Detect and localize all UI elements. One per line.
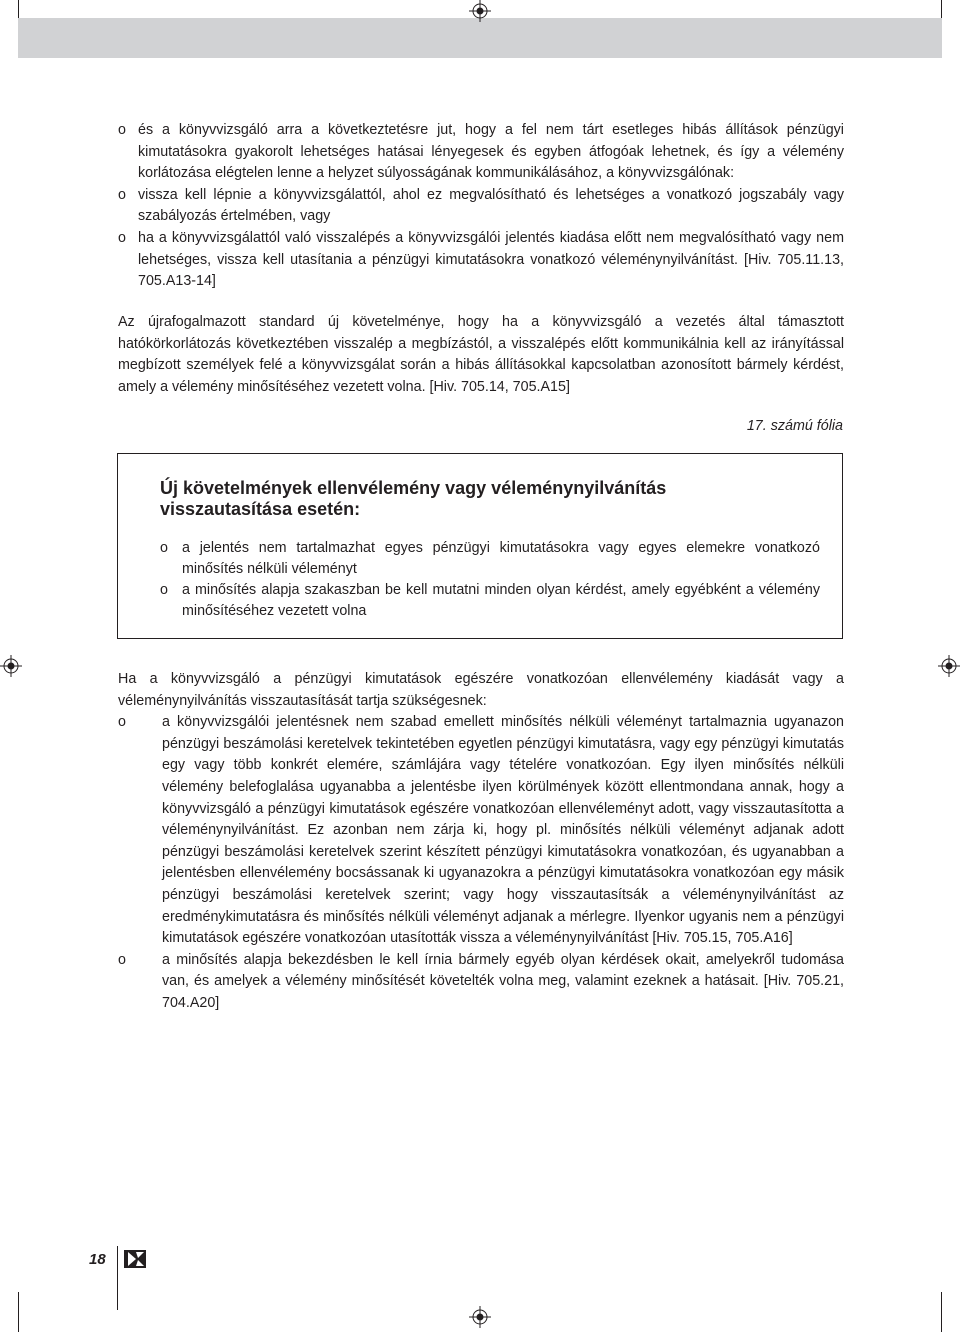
intro-paragraph: Ha a könyvvizsgáló a pénzügyi kimutatások egészére vonatkozóan ellenvélemény kiadását vagy a véleménynyilvánítás visszautasítását tartja szükségesnek:: [118, 671, 844, 709]
box-title: [160, 478, 780, 520]
crop-mark: [941, 1292, 942, 1332]
list-item: o a minősítés alapja bekezdésben le kell írnia bármely egyéb olyan kérdések okait, amelyekről tudomása van, és amelyek a vélemény minősítését követelték volna meg, valamint ezeknek a hatásait. [Hiv. 705.21, 704.A20]: [118, 950, 844, 1015]
publisher-logo-icon: [124, 1250, 146, 1268]
list-item: o vissza kell lépnie a könyvvizsgálattól, ahol ez megvalósítható és lehetséges a vonatkozó jogszabály vagy szabályozás értelmében, vagy: [118, 185, 844, 228]
footer-divider: [117, 1246, 118, 1310]
page-number: 18: [89, 1251, 106, 1268]
list-item: o és a könyvvizsgáló arra a következtetésre jut, hogy a fel nem tárt esetleges hibás állítások pénzügyi kimutatásokra gyakorolt lehetséges hatásai lényegesek és egyben átfogóak lehetnek, és így a vélemény korlátozása elégtelen lenne a helyzet súlyosságának kommunikálásához, a könyvvizsgálónak:: [118, 120, 844, 185]
registration-mark-icon: [469, 0, 491, 22]
section-new-requirement: [118, 312, 844, 398]
box-list-item: o a minősítés alapja szakaszban be kell mutatni minden olyan kérdést, amely egyébként a vélemény minősítéséhez vezetett volna: [160, 580, 820, 622]
paragraph: Az újrafogalmazott standard új követelménye, hogy ha a könyvvizsgáló a vezetés által támasztott hatókörkorlátozás következtében visszalép a megbízástól, a visszalépés előtt kommunikálnia kell az irányítással megbízott személyek felé a könyvvizsgálat során a hibás állításokkal kapcsolatban azonosított bármely kérdést, amely a vélemény minősítéséhez vezetett volna. [Hiv. 705.14, 705.A15]: [118, 314, 844, 395]
registration-mark-icon: [938, 655, 960, 677]
crop-mark: [18, 1292, 19, 1332]
list-item: o a könyvvizsgálói jelentésnek nem szabad emellett minősítés nélküli véleményt tartalmaznia ugyanazon pénzügyi beszámolási keretelvek tekintetében egyetlen pénzügyi kimutatásra, vagy egy pénzügyi kimutatás egy vagy több konkrét elemére, számlájára vagy tételére vonatkozóan. Egy ilyen minősítés nélküli vélemény belefoglalása ugyanabba a jelentésbe ilyen körülmények között ellentmondana annak, hogy a könyvvizsgáló a pénzügyi kimutatások egészére vonatkozóan ellenvéleményt adott, vagy visszautasította a véleménynyilvánítást. Ez azonban nem zárja ki, hogy pl. minősítés nélküli véleményt adjanak adott pénzügyi beszámolási keretelvek szerint készített pénzügyi kimutatásokra vonatkozóan, és ugyanabban a jelentésben ellenvélemény bocsássanak ki ugyanazokra a pénzügyi kimutatásokra vonatkozóan egy másik pénzügyi beszámolási keretelvek szerint; vagy hogy visszautasítsák a véleménynyilvánítást az eredménykimutatásra és minősítés nélküli véleményt adjanak a mérlegre. Ilyenkor ugyanis nem a pénzügyi kimutatások egészére vonatkozóan utasították vissza a véleménynyilvánítást [Hiv. 705.15, 705.A16]: [118, 712, 844, 950]
box-list-item: o a jelentés nem tartalmazhat egyes pénzügyi kimutatásokra vagy egyes elemekre vonatkozó minősítés nélküli véleményt: [160, 538, 820, 580]
slide-label: 17. számú fólia: [746, 418, 843, 434]
registration-mark-icon: [0, 655, 22, 677]
section-adverse-opinion: [118, 669, 844, 1015]
section-requirements-list: [118, 120, 844, 293]
slide-box: [117, 453, 843, 639]
box-title-line: visszautasítása esetén:: [160, 499, 361, 519]
top-gray-bar: [18, 18, 942, 58]
registration-mark-icon: [469, 1306, 491, 1328]
list-item: o ha a könyvvizsgálattól való visszalépés a könyvvizsgálói jelentés kiadása előtt nem megvalósítható vagy nem lehetséges, vissza kell utasítania a pénzügyi kimutatásokra vonatkozó véleménynyilvánítást. [Hiv. 705.11.13, 705.A13-14]: [118, 228, 844, 293]
box-title-line: Új követelmények ellenvélemény vagy véleménynyilvánítás: [160, 478, 667, 498]
